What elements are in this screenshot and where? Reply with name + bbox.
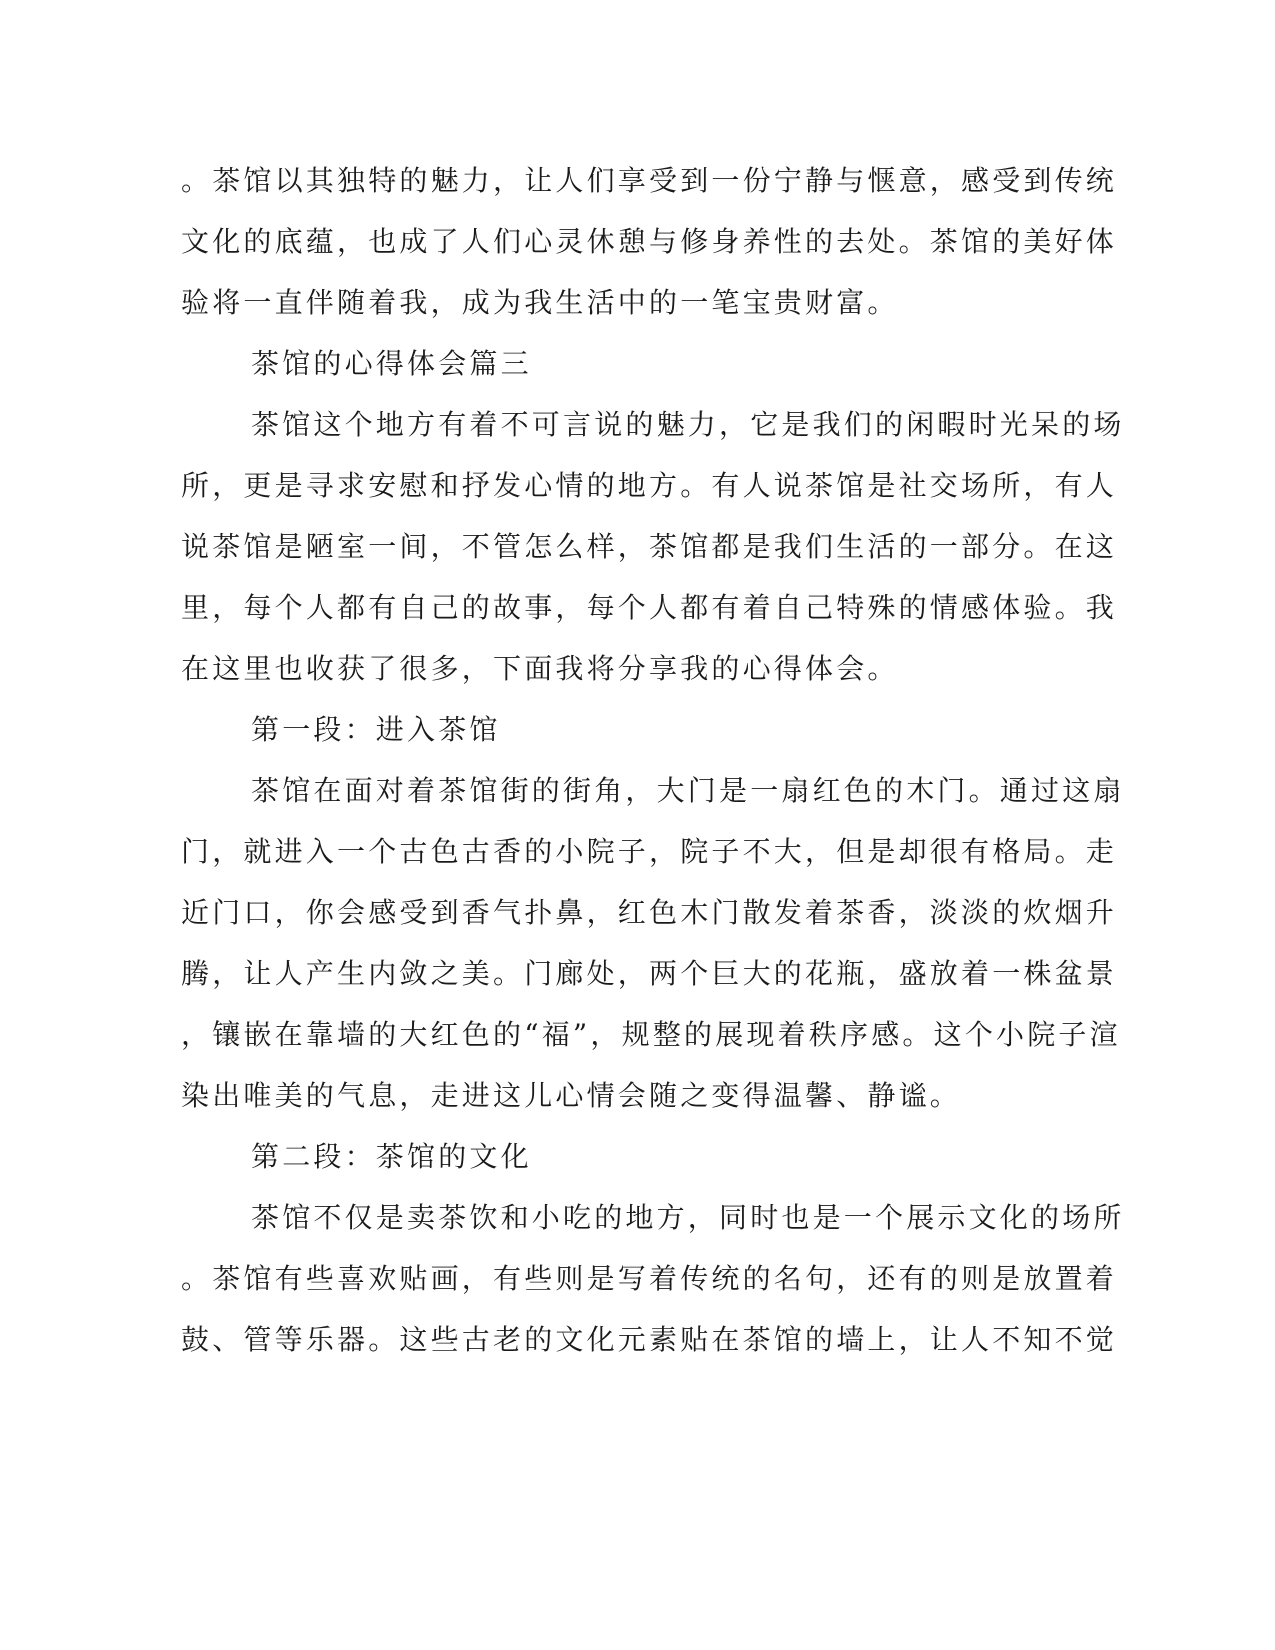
text-line: 茶馆在面对着茶馆街的街角，大门是一扇红色的木门。通过这扇: [251, 774, 1125, 807]
text-line: 染出唯美的气息，走进这儿心情会随之变得温馨、静谧。: [181, 1079, 962, 1112]
p-section-two-body: [181, 1187, 1125, 1370]
text-line: 鼓、管等乐器。这些古老的文化元素贴在茶馆的墙上，让人不知不觉: [181, 1323, 1118, 1356]
text-line: 文化的底蕴，也成了人们心灵休憩与修身养性的去处。茶馆的美好体: [181, 225, 1118, 258]
text-line: 茶馆不仅是卖茶饮和小吃的地方，同时也是一个展示文化的场所: [251, 1201, 1125, 1234]
p-heading-part-three: [181, 333, 1041, 394]
text-line: 腾，让人产生内敛之美。门廊处，两个巨大的花瓶，盛放着一株盆景: [181, 957, 1118, 990]
text-line: 第二段：茶馆的文化: [251, 1140, 532, 1173]
text-line: 门，就进入一个古色古香的小院子，院子不大，但是却很有格局。走: [181, 835, 1118, 868]
text-line: 里，每个人都有自己的故事，每个人都有着自己特殊的情感体验。我: [181, 591, 1118, 624]
text-line: 说茶馆是陋室一间，不管怎么样，茶馆都是我们生活的一部分。在这: [181, 530, 1118, 563]
p-section-one-body: [181, 760, 1125, 1126]
text-line: 在这里也收获了很多，下面我将分享我的心得体会。: [181, 652, 899, 685]
p-section-one-title: [181, 699, 1041, 760]
text-line: 近门口，你会感受到香气扑鼻，红色木门散发着茶香，淡淡的炊烟升: [181, 896, 1118, 929]
p-continuation: [181, 150, 1118, 333]
text-line: 茶馆这个地方有着不可言说的魅力，它是我们的闲暇时光呆的场: [251, 408, 1125, 441]
text-line: 所，更是寻求安慰和抒发心情的地方。有人说茶馆是社交场所，有人: [181, 469, 1118, 502]
p-intro: [181, 394, 1125, 699]
text-line: 第一段：进入茶馆: [251, 713, 501, 746]
text-line: 茶馆的心得体会篇三: [251, 347, 532, 380]
text-line: 。茶馆以其独特的魅力，让人们享受到一份宁静与惬意，感受到传统: [181, 164, 1118, 197]
text-line: ，镶嵌在靠墙的大红色的“福”，规整的展现着秩序感。这个小院子渲: [181, 1018, 1121, 1051]
text-line: 。茶馆有些喜欢贴画，有些则是写着传统的名句，还有的则是放置着: [181, 1262, 1118, 1295]
p-section-two-title: [181, 1126, 1041, 1187]
text-line: 验将一直伴随着我，成为我生活中的一笔宝贵财富。: [181, 286, 899, 319]
document-body: [181, 150, 1125, 1370]
